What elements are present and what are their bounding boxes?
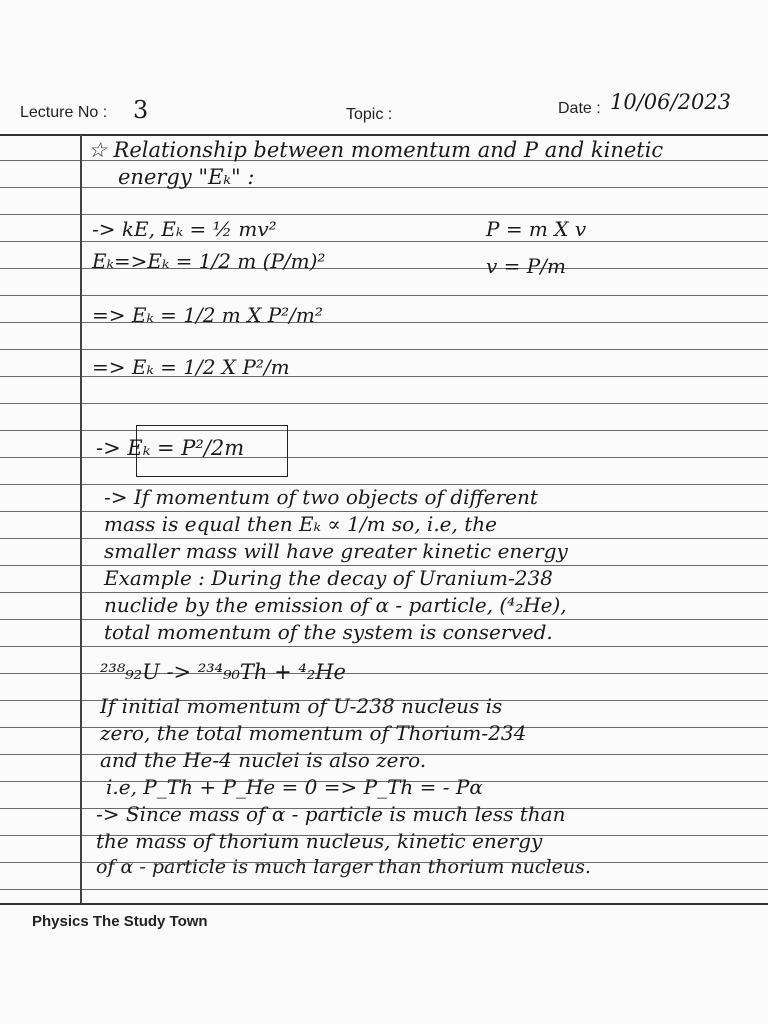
step-1: Eₖ=>Eₖ = 1/2 m (P/m)² bbox=[92, 249, 326, 273]
para2-line-2: zero, the total momentum of Thorium-234 bbox=[100, 721, 527, 745]
para1-line-1: -> If momentum of two objects of different bbox=[104, 485, 538, 509]
momentum-definition: P = m X v bbox=[486, 217, 587, 241]
example-line-1: Example : During the decay of Uranium-238 bbox=[104, 566, 553, 590]
lecture-number: 3 bbox=[133, 96, 149, 124]
para2-line-1: If initial momentum of U-238 nucleus is bbox=[100, 694, 503, 718]
para1-line-3: smaller mass will have greater kinetic energy bbox=[104, 539, 568, 563]
date-value: 10/06/2023 bbox=[610, 90, 732, 114]
para3-line-2: the mass of thorium nucleus, kinetic energy bbox=[96, 829, 543, 853]
lecture-label: Lecture No : bbox=[20, 104, 108, 121]
para2-line-4: i.e, P_Th + P_He = 0 => P_Th = - Pα bbox=[106, 775, 483, 799]
result-formula: -> Eₖ = P²/2m bbox=[96, 436, 245, 460]
para3-line-1: -> Since mass of α - particle is much less than bbox=[96, 802, 566, 826]
date-label: Date : bbox=[558, 100, 601, 117]
step-3: => Eₖ = 1/2 X P²/m bbox=[92, 355, 290, 379]
step-2: => Eₖ = 1/2 m X P²/m² bbox=[92, 303, 323, 327]
para1-line-2: mass is equal then Eₖ ∝ 1/m so, i.e, the bbox=[104, 512, 497, 536]
para2-line-3: and the He-4 nuclei is also zero. bbox=[100, 748, 427, 772]
title-line-1: ☆ Relationship between momentum and P and kinetic bbox=[88, 138, 664, 162]
ke-line: -> kE, Eₖ = ½ mv² bbox=[92, 217, 277, 241]
para3-line-3: of α - particle is much larger than thorium nucleus. bbox=[96, 856, 591, 878]
example-line-2: nuclide by the emission of α - particle, (⁴₂He), bbox=[104, 593, 567, 617]
decay-reaction: ²³⁸₉₂U -> ²³⁴₉₀Th + ⁴₂He bbox=[100, 660, 346, 684]
topic-label: Topic : bbox=[346, 106, 393, 123]
footer-brand: Physics The Study Town bbox=[32, 913, 208, 930]
title-line-2: energy "Eₖ" : bbox=[118, 165, 255, 189]
example-line-3: total momentum of the system is conserved. bbox=[104, 620, 553, 644]
velocity-definition: v = P/m bbox=[486, 254, 566, 278]
margin-line bbox=[80, 135, 82, 903]
